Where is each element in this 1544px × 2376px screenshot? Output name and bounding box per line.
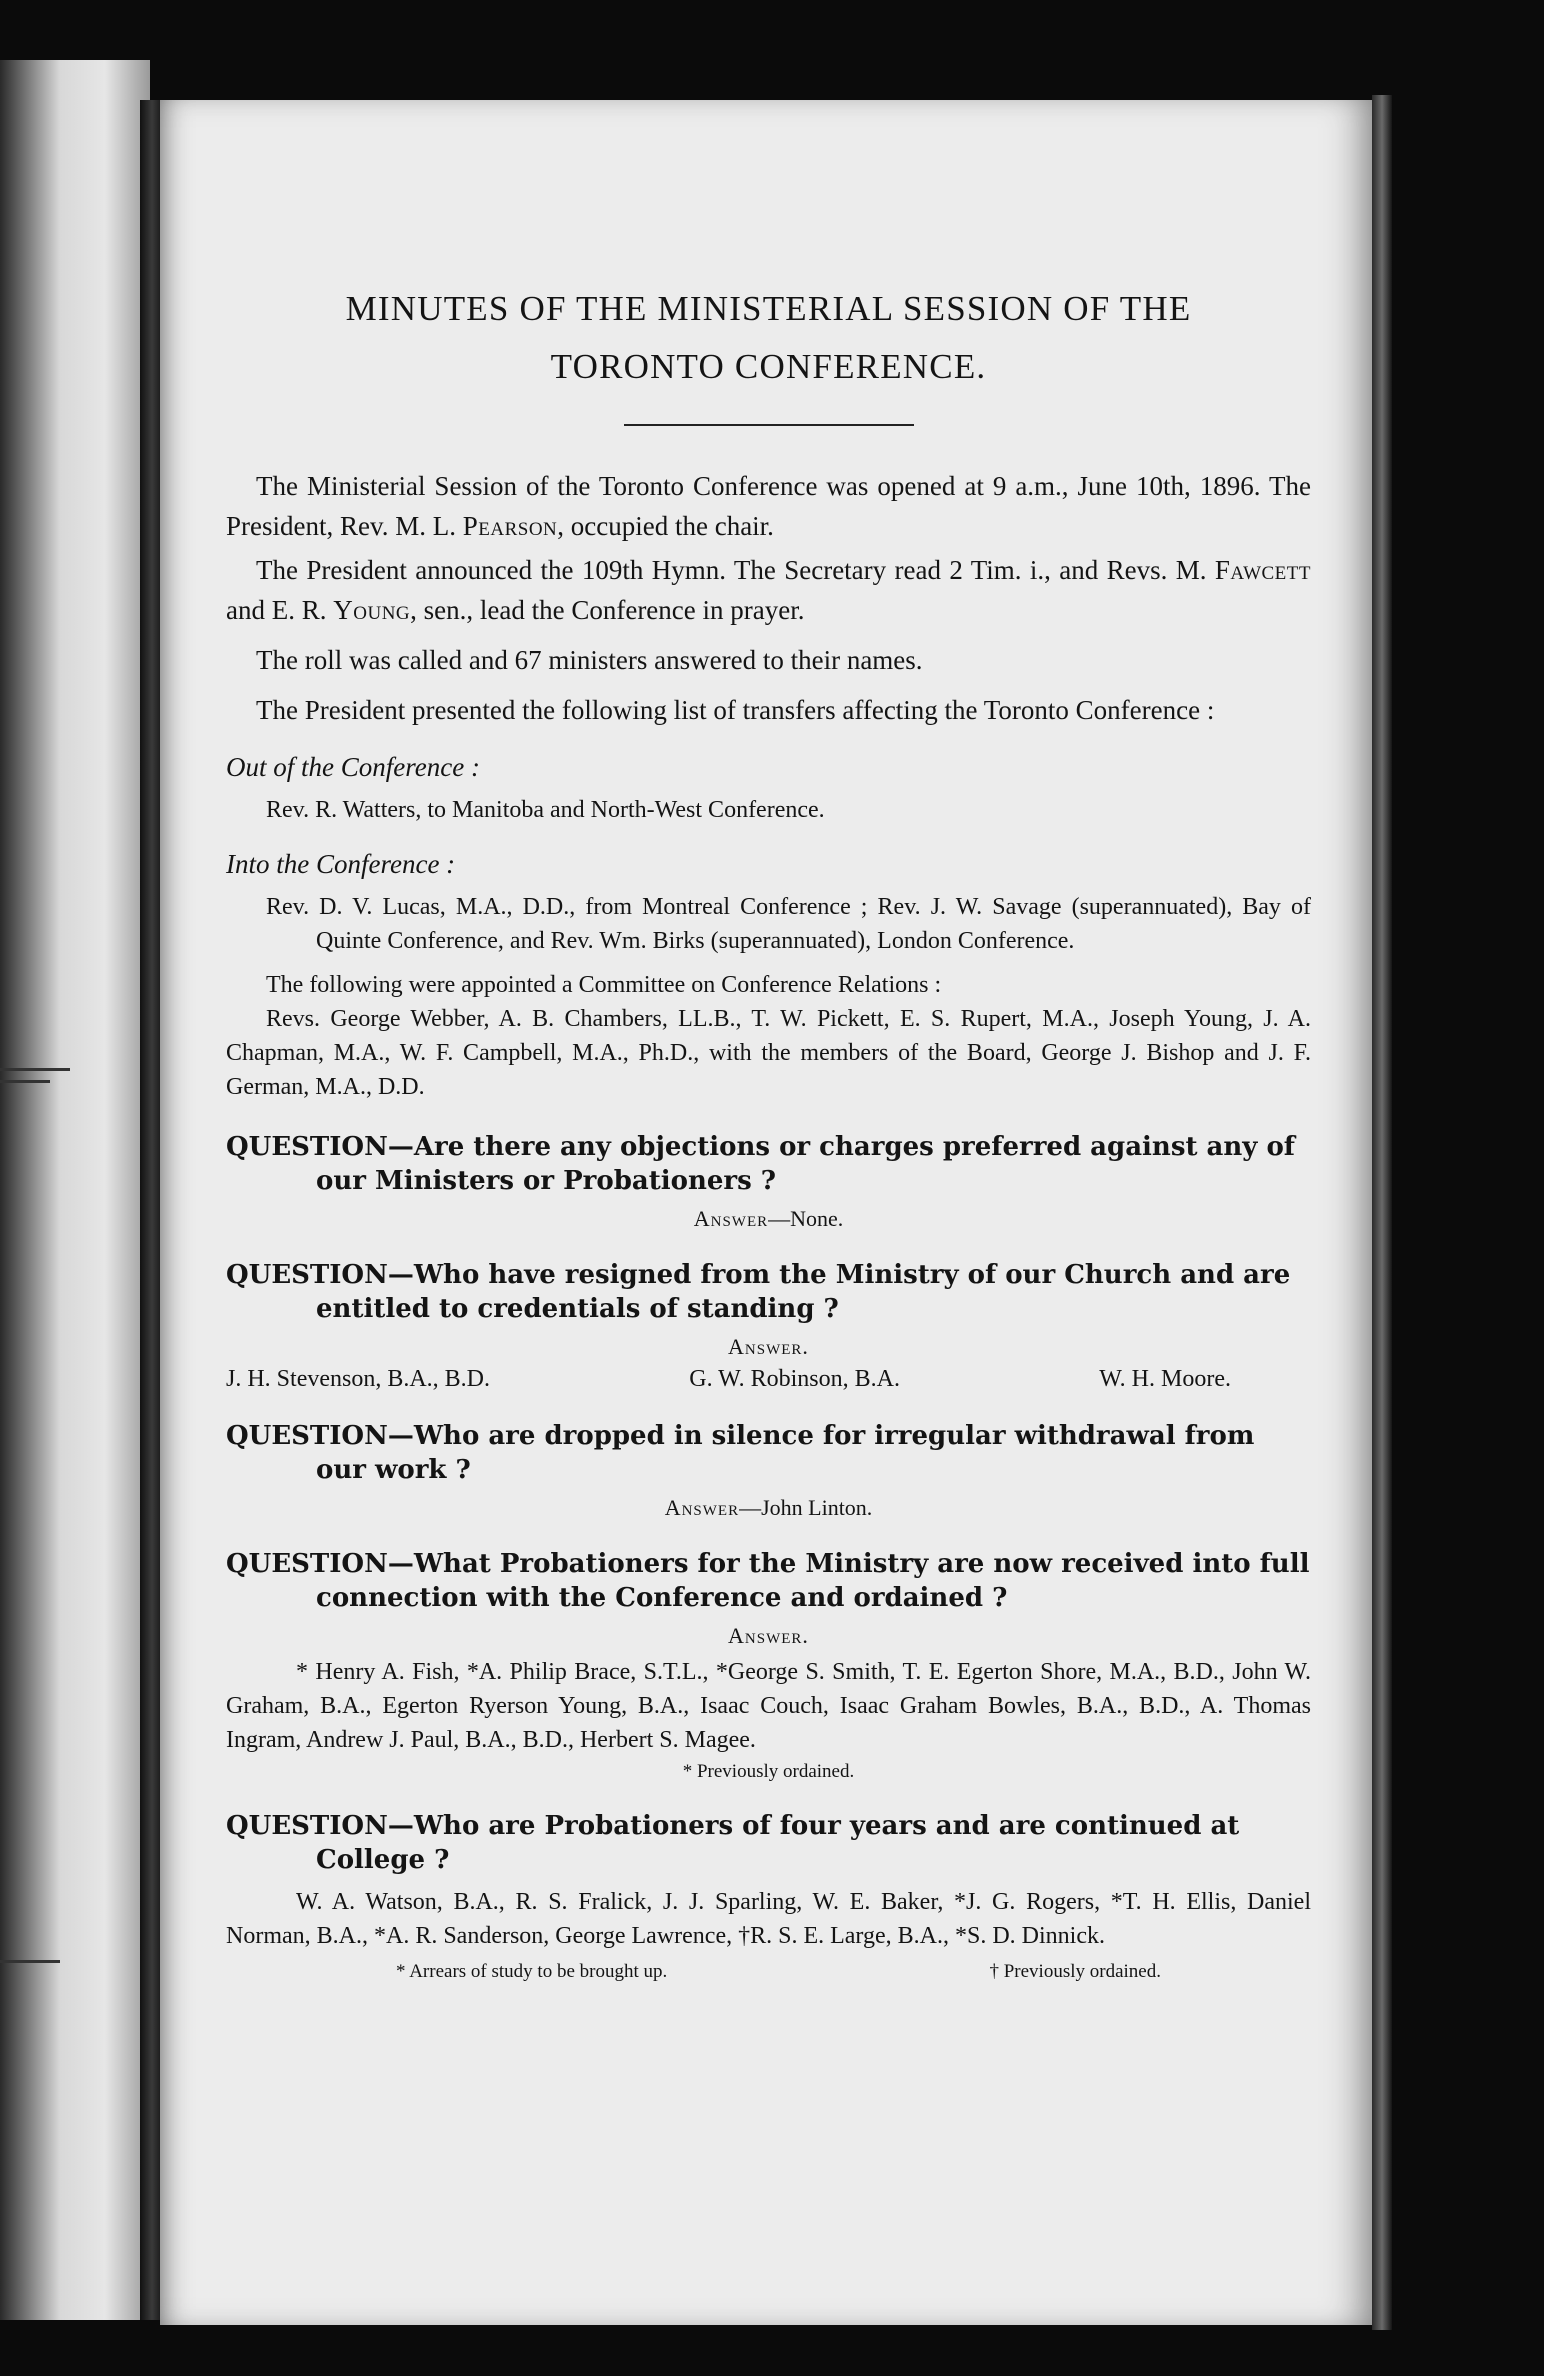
answer-objections bbox=[226, 1206, 1311, 1232]
answer-label: Answer bbox=[664, 1495, 740, 1520]
question-resigned: QUESTION—Who have resigned from the Ministry of our Church and are entitled to credentials of standing ? bbox=[226, 1260, 1291, 1324]
committee-intro: The following were appointed a Committee on Conference Relations : bbox=[266, 972, 942, 998]
resigned-name: W. H. Moore. bbox=[1099, 1366, 1231, 1392]
answer-label: Answer. bbox=[728, 1334, 809, 1359]
continued-footnotes bbox=[226, 1961, 1311, 1983]
adjacent-page-rule bbox=[0, 1068, 70, 1071]
answer-resigned-label bbox=[226, 1334, 1311, 1360]
adjacent-page bbox=[0, 60, 150, 2320]
into-conference-entry: Rev. D. V. Lucas, M.A., D.D., from Montreal Conference ; Rev. J. W. Savage (superannuated), Bay of Quinte Conference, and Rev. Wm. Birks (superannuated), London Conference. bbox=[266, 894, 1311, 954]
transfers-paragraph: The President presented the following list of transfers affecting the Toronto Conference : bbox=[256, 695, 1215, 725]
committee-names: Revs. George Webber, A. B. Chambers, LL.B., T. W. Pickett, E. S. Rupert, M.A., Joseph Young, J. A. Chapman, M.A., W. F. Campbell, M.A., Ph.D., with the members of the Board, George J. Bishop and J. F. German, M.A., D.D. bbox=[226, 1006, 1311, 1100]
answer-value: —None. bbox=[768, 1206, 844, 1231]
out-of-conference-heading: Out of the Conference : bbox=[226, 752, 480, 782]
question-objections: QUESTION—Are there any objections or charges preferred against any of our Ministers or Probationers ? bbox=[226, 1132, 1295, 1196]
fawcett-name: Fawcett bbox=[1214, 555, 1311, 585]
hymn-paragraph bbox=[226, 550, 1311, 630]
answer-received-label bbox=[226, 1623, 1311, 1649]
opening-text: The Ministerial Session of the Toronto Conference was opened at 9 a.m., June 10th, 1896. The President, Rev. M. L. bbox=[226, 471, 1311, 541]
received-names: * Henry A. Fish, *A. Philip Brace, S.T.L., *George S. Smith, T. E. Egerton Shore, M.A., B.D., John W. Graham, B.A., Egerton Ryerson Young, B.A., Isaac Couch, Isaac Graham Bowles, B.A., B.D., A. Thomas Ingram, Andrew J. Paul, B.A., B.D., Herbert S. Magee. bbox=[226, 1659, 1311, 1753]
roll-paragraph: The roll was called and 67 ministers answered to their names. bbox=[256, 645, 923, 675]
continued-names: W. A. Watson, B.A., R. S. Fralick, J. J. Sparling, W. E. Baker, *J. G. Rogers, *T. H. Ellis, Daniel Norman, B.A., *A. R. Sanderson, George Lawrence, †R. S. E. Large, B.A., *S. D. Dinnick. bbox=[226, 1889, 1311, 1949]
question-dropped: QUESTION—Who are dropped in silence for irregular withdrawal from our work ? bbox=[226, 1421, 1255, 1485]
into-conference-heading: Into the Conference : bbox=[226, 849, 456, 879]
arrears-footnote: * Arrears of study to be brought up. bbox=[396, 1961, 668, 1982]
title-divider bbox=[624, 424, 914, 426]
resigned-names bbox=[226, 1366, 1311, 1393]
title-line-1: MINUTES OF THE MINISTERIAL SESSION OF THE bbox=[345, 289, 1192, 328]
question-received: QUESTION—What Probationers for the Ministry are now received into full connection with the Conference and ordained ? bbox=[226, 1549, 1310, 1613]
hymn-text-end: , sen., lead the Conference in prayer. bbox=[410, 595, 805, 625]
document-page bbox=[160, 100, 1375, 2325]
president-name: Pearson bbox=[462, 511, 558, 541]
title-line-2: TORONTO CONFERENCE. bbox=[550, 347, 987, 386]
answer-dropped bbox=[226, 1495, 1311, 1521]
answer-value: —John Linton. bbox=[739, 1495, 873, 1520]
adjacent-page-rule bbox=[0, 1080, 50, 1083]
answer-label: Answer. bbox=[728, 1623, 809, 1648]
answer-label: Answer bbox=[693, 1206, 769, 1231]
page-edge bbox=[1372, 95, 1392, 2330]
ordained-footnote: † Previously ordained. bbox=[989, 1961, 1161, 1982]
hymn-text-mid: and E. R. bbox=[226, 595, 334, 625]
opening-paragraph bbox=[226, 466, 1311, 546]
opening-text-end: , occupied the chair. bbox=[557, 511, 774, 541]
out-of-conference-entry: Rev. R. Watters, to Manitoba and North-West Conference. bbox=[266, 797, 825, 823]
resigned-name: J. H. Stevenson, B.A., B.D. bbox=[226, 1366, 491, 1392]
hymn-text: The President announced the 109th Hymn. The Secretary read 2 Tim. i., and Revs. M. bbox=[256, 555, 1215, 585]
resigned-name: G. W. Robinson, B.A. bbox=[689, 1366, 900, 1392]
page-content bbox=[226, 280, 1311, 1983]
question-continued-at-college: QUESTION—Who are Probationers of four years and are continued at College ? bbox=[226, 1811, 1240, 1875]
adjacent-page-rule bbox=[0, 1960, 60, 1963]
received-footnote: * Previously ordained. bbox=[682, 1761, 855, 1782]
young-name: Young bbox=[333, 595, 411, 625]
